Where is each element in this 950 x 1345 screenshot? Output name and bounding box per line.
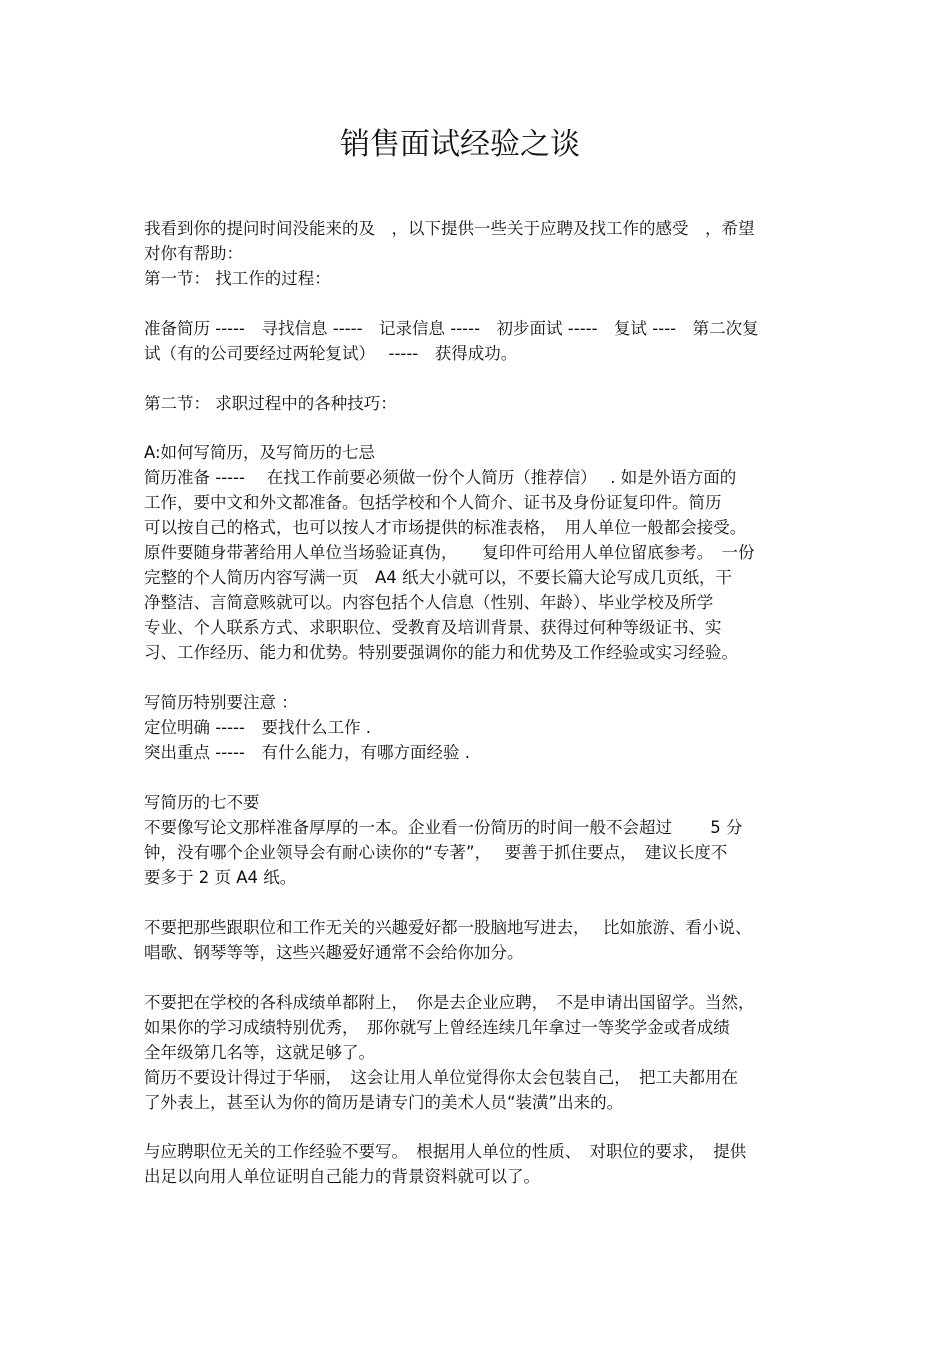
section-heading: 第二节： 求职过程中的各种技巧： bbox=[144, 394, 397, 413]
paragraph-line: 习、工作经历、能力和优势。特别要强调你的能力和优势及工作经验或实习经验。 bbox=[144, 643, 738, 662]
paragraph-line: 专业、个人联系方式、求职职位、受教育及培训背景、获得过何种等级证书、实 bbox=[144, 618, 722, 637]
paragraph-line: 试（有的公司要经过两轮复试） ----- 获得成功。 bbox=[144, 344, 518, 363]
paragraph-line: 与应聘职位无关的工作经验不要写。 根据用人单位的性质、 对职位的要求， 提供 bbox=[144, 1142, 747, 1161]
paragraph-line: 可以按自己的格式，也可以按人才市场提供的标准表格， 用人单位一般都会接受。 bbox=[144, 518, 747, 537]
paragraph-line: 钟，没有哪个企业领导会有耐心读你的“专著”， 要善于抓住要点， 建议长度不 bbox=[144, 843, 728, 862]
paragraph-line: 写简历特别要注意 ： bbox=[144, 693, 298, 712]
paragraph-line: 对你有帮助： bbox=[144, 244, 243, 263]
paragraph-line: 要多于 2 页 A4 纸。 bbox=[144, 868, 297, 887]
paragraph-line: 突出重点 ----- 有什么能力，有哪方面经验 . bbox=[144, 743, 471, 762]
subsection-heading: 写简历的七不要 bbox=[144, 793, 260, 812]
paragraph-line: 净整洁、言简意赅就可以。内容包括个人信息（性别、年龄）、毕业学校及所学 bbox=[144, 593, 714, 612]
paragraph-line: 简历准备 ----- 在找工作前要必须做一份个人简历（推荐信） . 如是外语方面的 bbox=[144, 468, 737, 487]
paragraph-line: 不要把在学校的各科成绩单都附上， 你是去企业应聘， 不是申请出国留学。当然， bbox=[144, 993, 755, 1012]
paragraph-line: 如果你的学习成绩特别优秀， 那你就写上曾经连续几年拿过一等奖学金或者成绩 bbox=[144, 1018, 730, 1037]
paragraph-line: 出足以向用人单位证明自己能力的背景资料就可以了。 bbox=[144, 1167, 540, 1186]
subsection-heading: A:如何写简历，及写简历的七忌 bbox=[144, 443, 376, 462]
paragraph-line: 准备简历 ----- 寻找信息 ----- 记录信息 ----- 初步面试 ----- 复试 ---- 第二次复 bbox=[144, 319, 759, 338]
document-title: 销售面试经验之谈 bbox=[340, 127, 580, 162]
paragraph-line: 简历不要设计得过于华丽， 这会让用人单位觉得你太会包装自己， 把工夫都用在 bbox=[144, 1068, 738, 1087]
paragraph-line: 全年级第几名等，这就足够了。 bbox=[144, 1043, 375, 1062]
paragraph-line: 了外表上，甚至认为你的简历是请专门的美术人员“装潢”出来的。 bbox=[144, 1093, 624, 1112]
paragraph-line: 不要把那些跟职位和工作无关的兴趣爱好都一股脑地写进去， 比如旅游、看小说、 bbox=[144, 918, 752, 937]
paragraph-line: 不要像写论文那样准备厚厚的一本。企业看一份简历的时间一般不会超过 5 分 bbox=[144, 818, 743, 837]
paragraph-line: 完整的个人简历内容写满一页 A4 纸大小就可以，不要长篇大论写成几页纸，干 bbox=[144, 568, 733, 587]
paragraph-line: 定位明确 ----- 要找什么工作 . bbox=[144, 718, 372, 737]
section-heading: 第一节： 找工作的过程： bbox=[144, 269, 331, 288]
paragraph-line: 工作，要中文和外文都准备。包括学校和个人简介、证书及身份证复印件。简历 bbox=[144, 493, 722, 512]
paragraph-line: 唱歌、钢琴等等，这些兴趣爱好通常不会给你加分。 bbox=[144, 943, 524, 962]
paragraph-line: 我看到你的提问时间没能来的及 ，以下提供一些关于应聘及找工作的感受 ，希望 bbox=[144, 219, 755, 238]
paragraph-line: 原件要随身带著给用人单位当场验证真伪， 复印件可给用人单位留底参考。 一份 bbox=[144, 543, 755, 562]
